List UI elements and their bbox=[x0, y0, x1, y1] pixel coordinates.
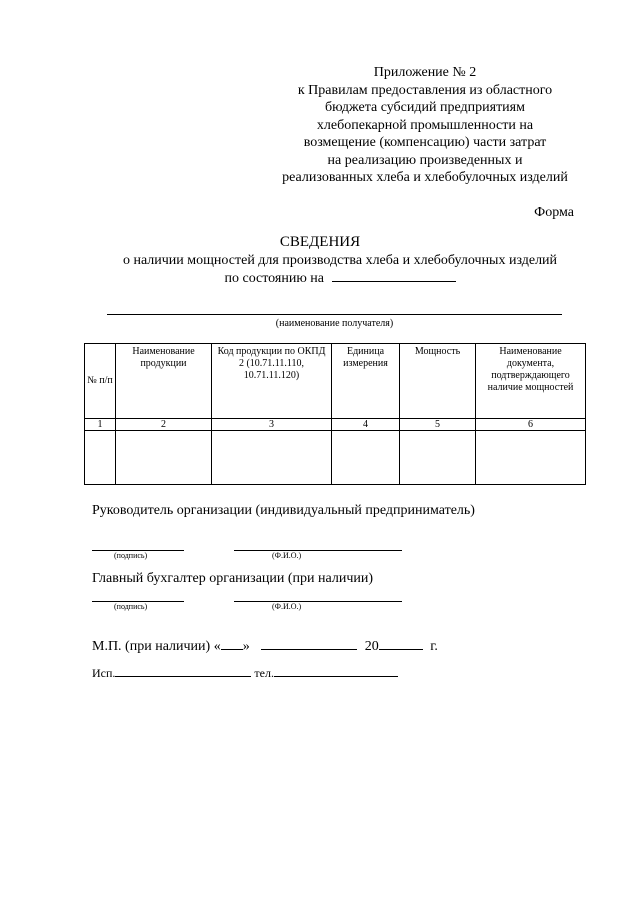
table-cell[interactable] bbox=[476, 431, 586, 485]
year-field[interactable] bbox=[379, 637, 423, 650]
column-number: 5 bbox=[400, 419, 476, 431]
year-prefix: 20 bbox=[364, 639, 379, 654]
head-title: Руководитель организации (индивидуальный предприниматель) bbox=[92, 503, 475, 518]
stamp-date-row bbox=[92, 637, 438, 655]
header-cell-product: Наименование продукции bbox=[116, 344, 212, 419]
executor-label: Исп. bbox=[92, 666, 116, 680]
executor-row bbox=[92, 665, 398, 681]
table-cell[interactable] bbox=[400, 431, 476, 485]
quote-close: » bbox=[242, 639, 250, 654]
appendix-line: хлебопекарной промышленности на bbox=[316, 117, 534, 133]
form-label: Форма bbox=[534, 205, 574, 220]
appendix-line: реализованных хлеба и хлебобулочных изделий bbox=[282, 170, 568, 185]
table-cell[interactable] bbox=[212, 431, 332, 485]
table-number-row bbox=[85, 419, 586, 431]
day-field[interactable] bbox=[221, 637, 243, 650]
recipient-name-line[interactable] bbox=[107, 314, 562, 315]
appendix-line: к Правилам предоставления из областного bbox=[297, 82, 553, 98]
appendix-line: Приложение № 2 bbox=[373, 65, 477, 80]
table-row bbox=[85, 431, 586, 485]
document-title: СВЕДЕНИЯ bbox=[279, 234, 361, 250]
subtitle-date-row bbox=[60, 269, 620, 287]
phone-label: тел. bbox=[254, 666, 274, 680]
column-number: 4 bbox=[332, 419, 400, 431]
as-of-label: по состоянию на bbox=[224, 271, 325, 286]
header-cell-code: Код продукции по ОКПД 2 (10.71.11.110, 10.71.11.120) bbox=[212, 344, 332, 419]
table-header-row bbox=[85, 344, 586, 419]
accountant-title: Главный бухгалтер организации (при наличии) bbox=[92, 571, 374, 586]
head-signature-caption: (подпись) bbox=[114, 551, 148, 560]
year-suffix: г. bbox=[430, 639, 438, 654]
recipient-caption: (наименование получателя) bbox=[275, 318, 394, 329]
accountant-fio-caption: (Ф.И.О.) bbox=[272, 602, 302, 611]
document-subtitle bbox=[60, 252, 620, 287]
subtitle-line: о наличии мощностей для производства хлеба и хлебобулочных изделий bbox=[122, 253, 558, 268]
header-cell-unit: Единица измерения bbox=[332, 344, 400, 419]
as-of-date-field[interactable] bbox=[332, 269, 456, 282]
executor-field[interactable] bbox=[115, 665, 251, 677]
accountant-fio-line[interactable] bbox=[234, 601, 402, 602]
appendix-header bbox=[250, 64, 600, 187]
table-cell[interactable] bbox=[85, 431, 116, 485]
table-cell[interactable] bbox=[116, 431, 212, 485]
capacity-table bbox=[84, 343, 586, 485]
column-number: 2 bbox=[116, 419, 212, 431]
accountant-signature-caption: (подпись) bbox=[114, 602, 148, 611]
table-cell[interactable] bbox=[332, 431, 400, 485]
appendix-line: возмещение (компенсацию) части затрат bbox=[303, 135, 547, 150]
stamp-label: М.П. (при наличии) « bbox=[92, 639, 221, 654]
month-field[interactable] bbox=[261, 637, 357, 650]
header-cell-document: Наименование документа, подтверждающего наличие мощностей bbox=[476, 344, 586, 419]
column-number: 6 bbox=[476, 419, 586, 431]
head-fio-caption: (Ф.И.О.) bbox=[272, 551, 302, 560]
phone-field[interactable] bbox=[274, 665, 398, 677]
header-cell-number: № п/п bbox=[85, 344, 116, 419]
head-fio-line[interactable] bbox=[234, 550, 402, 551]
header-cell-capacity: Мощность bbox=[400, 344, 476, 419]
column-number: 1 bbox=[85, 419, 116, 431]
appendix-line: бюджета субсидий предприятиям bbox=[325, 100, 525, 115]
column-number: 3 bbox=[212, 419, 332, 431]
appendix-line: на реализацию произведенных и bbox=[327, 152, 523, 168]
